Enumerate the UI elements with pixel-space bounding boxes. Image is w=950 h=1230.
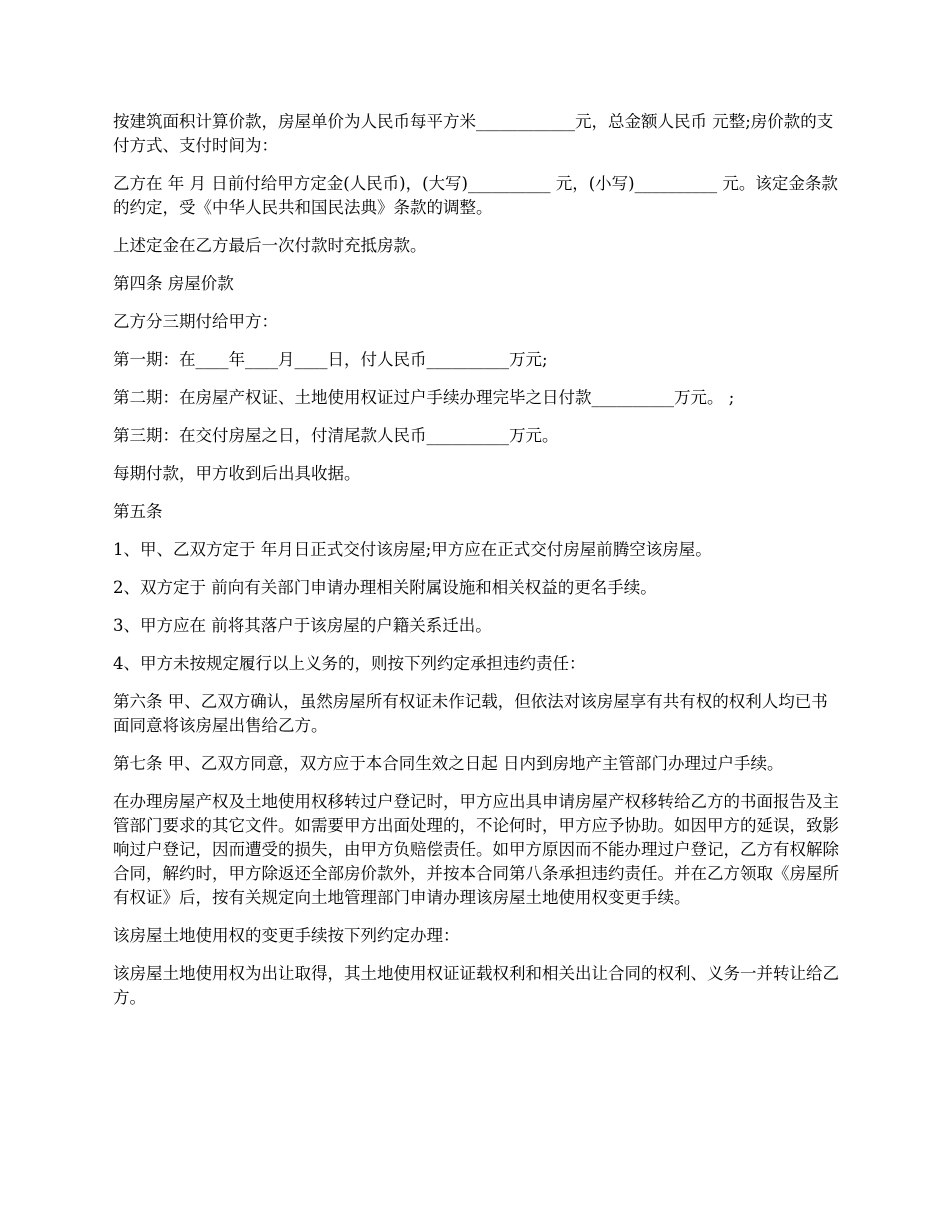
paragraph-clause-1: 1、甲、乙双方定于 年月日正式交付该房屋;甲方应在正式交付房屋前腾空该房屋。: [113, 540, 712, 559]
paragraph-installment-3: 第三期：在交付房屋之日，付清尾款人民币__________万元。: [113, 426, 559, 445]
paragraph-receipt: 每期付款，甲方收到后出具收据。: [113, 464, 361, 483]
paragraph-installment-1: 第一期：在____年____月____日，付人民币__________万元;: [113, 350, 548, 369]
paragraph-clause-3: 3、甲方应在 前将其落户于该房屋的户籍关系迁出。: [113, 616, 492, 635]
paragraph-deposit: 乙方在 年 月 日前付给甲方定金(人民币)，(大写)__________ 元，(小写)__________ 元。该定金条款的约定，受《中华人民共和国民法典》条款的调整。: [113, 174, 838, 217]
paragraph-clause-2: 2、双方定于 前向有关部门申请办理相关附属设施和相关权益的更名手续。: [113, 578, 657, 597]
document-body: [113, 110, 843, 1024]
paragraph-article-7: 第七条 甲、乙双方同意，双方应于本合同生效之日起 日内到房地产主管部门办理过户手续。: [113, 754, 784, 773]
paragraph-transfer-registration: 在办理房屋产权及土地使用权移转过户登记时，甲方应出具申请房屋产权移转给乙方的书面报告及主管部门要求的其它文件。如需要甲方出面处理的，不论何时，甲方应予协助。如因甲方的延误，致影响过户登记，因而遭受的损失，由甲方负赔偿责任。如甲方原因而不能办理过户登记，乙方有权解除合同，解约时，甲方除返还全部房价款外，并按本合同第八条承担违约责任。并在乙方领取《房屋所有权证》后，按有关规定向土地管理部门申请办理该房屋土地使用权变更手续。: [113, 792, 839, 907]
section-heading-article-4: 第四条 房屋价款: [113, 274, 234, 293]
paragraph-price-calculation: 按建筑面积计算价款，房屋单价为人民币每平方米____________元，总金额人民币 元整;房价款的支付方式、支付时间为：: [113, 112, 834, 155]
paragraph-clause-4: 4、甲方未按规定履行以上义务的，则按下列约定承担违约责任：: [113, 654, 586, 673]
section-heading-article-5: 第五条: [113, 502, 163, 521]
paragraph-land-use-transfer: 该房屋土地使用权为出让取得，其土地使用权证证载权利和相关出让合同的权利、义务一并转让给乙方。: [113, 964, 839, 1007]
paragraph-installments-intro: 乙方分三期付给甲方：: [113, 312, 278, 331]
paragraph-article-6: 第六条 甲、乙双方确认，虽然房屋所有权证未作记载，但依法对该房屋享有共有权的权利人均已书面同意将该房屋出售给乙方。: [113, 692, 828, 735]
paragraph-deposit-offset: 上述定金在乙方最后一次付款时充抵房款。: [113, 236, 427, 255]
paragraph-installment-2: 第二期：在房屋产权证、土地使用权证过户手续办理完毕之日付款__________万元。 ;: [113, 388, 735, 407]
paragraph-land-use-change: 该房屋土地使用权的变更手续按下列约定办理：: [113, 926, 460, 945]
